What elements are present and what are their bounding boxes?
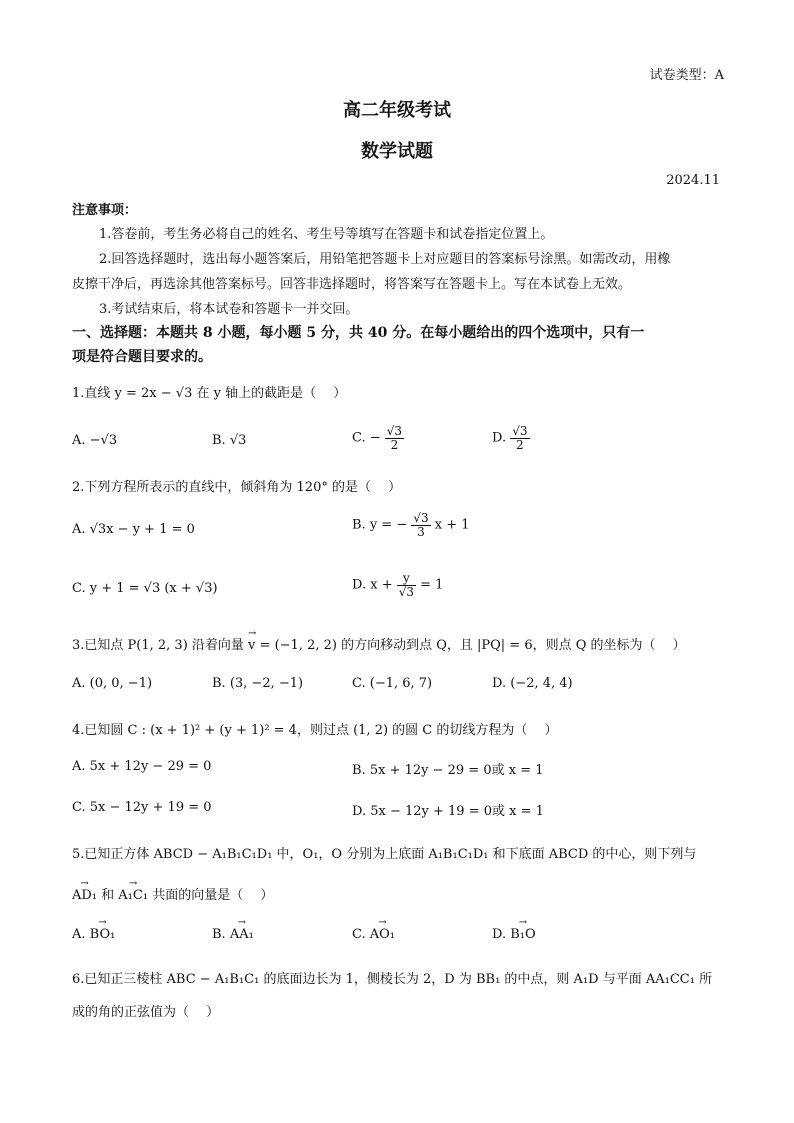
q1-option-d — [492, 425, 530, 451]
q2-option-b — [352, 512, 470, 538]
q3-stem — [72, 634, 686, 653]
q1-d-den: 2 — [516, 437, 524, 452]
q2-b-suffix: x + 1 — [434, 517, 470, 533]
section-heading-line1: 一、选择题：本题共 8 小题，每小题 5 分，共 40 分。在每小题给出的四个选项中，只有一 — [72, 325, 645, 341]
q2-option-d — [352, 572, 443, 598]
q1-option-d-fraction — [510, 425, 529, 451]
q2-b-prefix: B. y = − — [352, 517, 408, 533]
q5-b-vector: → AA₁ — [230, 927, 254, 942]
section-heading-line2: 项是符合题目要求的。 — [72, 349, 212, 365]
q4-option-c: C. 5x − 12y + 19 = 0 — [72, 800, 212, 815]
q3-stem-pre: 3.已知点 P(1, 2, 3) 沿着向量 — [72, 638, 249, 653]
q5-a-vector: → BO₁ — [90, 927, 116, 942]
q4-stem: 4.已知圆 C : (x + 1)² + (y + 1)² = 4，则过点 (1, 2) 的圆 C 的切线方程为（ ） — [72, 723, 558, 738]
q5-mid: 和 — [97, 888, 119, 903]
paper-type: 试卷类型：A — [649, 68, 724, 83]
q5-d-vector: → B₁O — [510, 927, 535, 942]
q3-vector-v: → v — [248, 638, 255, 653]
q6-stem-line2: 成的角的正弦值为（ ） — [72, 1005, 220, 1020]
q2-stem: 2.下列方程所表示的直线中，倾斜角为 120° 的是（ ） — [72, 480, 402, 495]
q1-option-a: A. −√3 — [72, 433, 118, 448]
notice-item-2-cont: 皮擦干净后，再选涂其他答案标号。回答非选择题时，将答案写在答题卡上。写在本试卷上无效。 — [72, 277, 632, 292]
q5-vector-a1c1: → A₁C₁ — [118, 888, 148, 903]
q2-d-fraction — [397, 572, 416, 598]
q2-option-a: A. √3x − y + 1 = 0 — [72, 522, 195, 537]
q2-b-den: 3 — [417, 524, 425, 539]
q2-d-suffix: = 1 — [420, 577, 444, 593]
q5-option-c — [352, 927, 395, 942]
q3-option-a: A. (0, 0, −1) — [72, 676, 153, 691]
q2-b-num: √3 — [413, 511, 429, 525]
q5-c-prefix: C. — [352, 927, 370, 942]
notice-item-2: 2.回答选择题时，选出每小题答案后，用铅笔把答题卡上对应题目的答案标号涂黑。如需改动，用橡 — [99, 252, 671, 267]
q2-option-c: C. y + 1 = √3 (x + √3) — [72, 581, 218, 596]
q1-option-c-fraction — [385, 425, 404, 451]
q2-b-fraction — [411, 512, 430, 538]
q1-option-b: B. √3 — [212, 433, 247, 448]
q1-c-den: 2 — [390, 437, 399, 452]
q5-stem-line2 — [72, 884, 273, 903]
q1-c-num: √3 — [386, 424, 403, 438]
q3-option-d: D. (−2, 4, 4) — [492, 676, 573, 691]
exam-date: 2024.11 — [666, 173, 720, 188]
q5-b-prefix: B. — [212, 927, 230, 942]
q3-option-c: C. (−1, 6, 7) — [352, 676, 433, 691]
notice-item-1: 1.答卷前，考生务必将自己的姓名、考生号等填写在答题卡和试卷指定位置上。 — [99, 227, 554, 242]
q4-option-a: A. 5x + 12y − 29 = 0 — [72, 759, 212, 774]
q6-stem-line1: 6.已知正三棱柱 ABC − A₁B₁C₁ 的底面边长为 1，侧棱长为 2，D 为 BB₁ 的中点，则 A₁D 与平面 AA₁CC₁ 所 — [72, 972, 713, 987]
q1-option-c-prefix: C. − — [352, 430, 381, 446]
notice-item-3: 3.考试结束后，将本试卷和答题卡一并交回。 — [99, 302, 359, 317]
q4-option-d: D. 5x − 12y + 19 = 0或 x = 1 — [352, 804, 544, 819]
q5-vector-ad1: → AD₁ — [72, 888, 97, 903]
q3-option-b: B. (3, −2, −1) — [212, 676, 304, 691]
notice-heading: 注意事项： — [72, 203, 138, 218]
q5-option-a — [72, 927, 115, 942]
q4-option-b: B. 5x + 12y − 29 = 0或 x = 1 — [352, 763, 544, 778]
q5-option-d — [492, 927, 536, 942]
q1-stem: 1.直线 y = 2x − √3 在 y 轴上的截距是（ ） — [72, 386, 347, 401]
q5-c-vector: → AO₁ — [370, 927, 395, 942]
q5-option-b — [212, 927, 254, 942]
q2-d-num: y — [397, 572, 416, 586]
q5-a-prefix: A. — [72, 927, 90, 942]
q5-stem-end: 共面的向量是（ ） — [148, 888, 274, 903]
q5-d-prefix: D. — [492, 927, 511, 942]
exam-title: 高二年级考试 — [343, 100, 451, 121]
q2-d-den: √3 — [398, 584, 415, 599]
exam-subtitle: 数学试题 — [361, 141, 433, 162]
q1-option-c — [352, 425, 404, 451]
q1-d-num: √3 — [512, 424, 528, 438]
q2-d-prefix: D. x + — [352, 577, 393, 593]
q3-stem-post: = (−1, 2, 2) 的方向移动到点 Q，且 |PQ| = 6，则点 Q 的坐标为（ ） — [255, 638, 686, 653]
q1-option-d-prefix: D. — [492, 430, 507, 446]
q5-stem-line1: 5.已知正方体 ABCD − A₁B₁C₁D₁ 中，O₁，O 分别为上底面 A₁B₁C₁D₁ 和下底面 ABCD 的中心，则下列与 — [72, 847, 697, 862]
